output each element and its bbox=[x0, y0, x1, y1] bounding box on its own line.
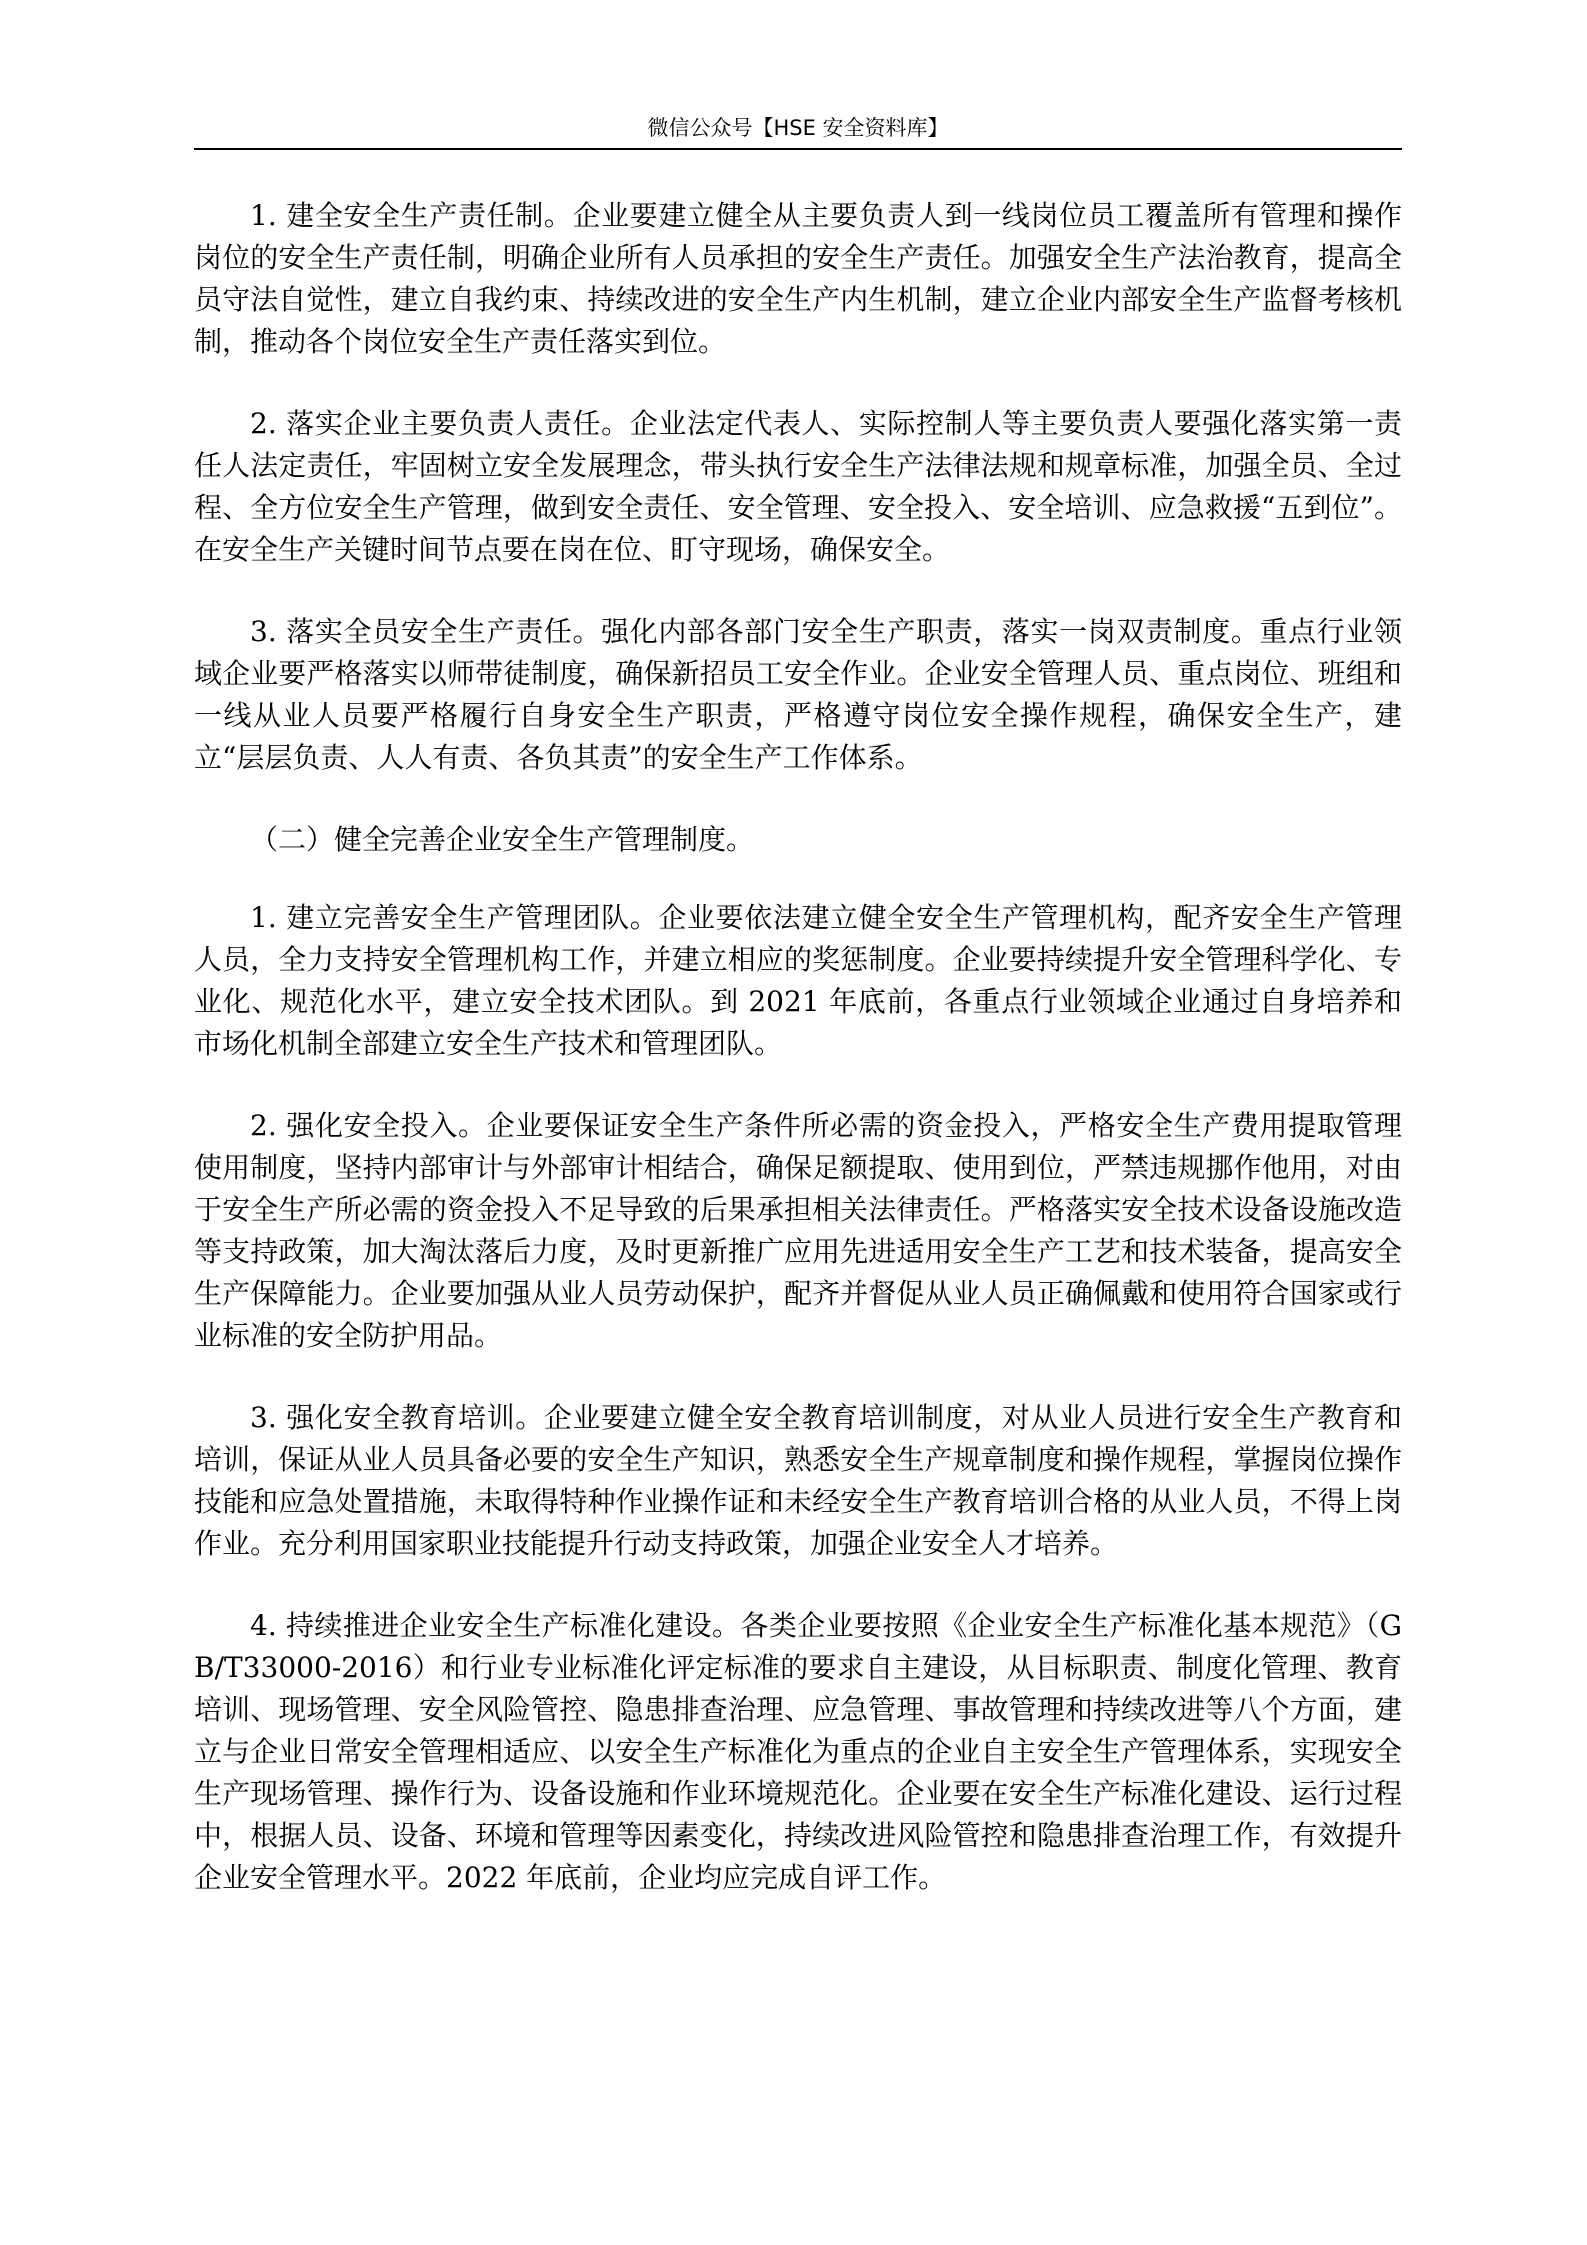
paragraph-3: 3. 落实全员安全生产责任。强化内部各部门安全生产职责，落实一岗双责制度。重点行业领域企业要严格落实以师带徒制度，确保新招员工安全作业。企业安全管理人员、重点岗位、班组和一线从业人员要严格履行自身安全生产职责，严格遵守岗位安全操作规程，确保安全生产，建立“层层负责、人人有责、各负其责”的安全生产工作体系。 bbox=[194, 615, 1402, 774]
header-divider bbox=[194, 148, 1402, 150]
paragraph-2: 2. 落实企业主要负责人责任。企业法定代表人、实际控制人等主要负责人要强化落实第一责任人法定责任，牢固树立安全发展理念，带头执行安全生产法律法规和规章标准，加强全员、全过程、全方位安全生产管理，做到安全责任、安全管理、安全投入、安全培训、应急救援“五到位”。在安全生产关键时间节点要在岗在位、盯守现场，确保安全。 bbox=[194, 407, 1402, 566]
page-header: 微信公众号【HSE 安全资料库】 bbox=[647, 116, 949, 140]
paragraph-1: 1. 建全安全生产责任制。企业要建立健全从主要负责人到一线岗位员工覆盖所有管理和操作岗位的安全生产责任制，明确企业所有人员承担的安全生产责任。加强安全生产法治教育，提高全员守法自觉性，建立自我约束、持续改进的安全生产内生机制，建立企业内部安全生产监督考核机制，推动各个岗位安全生产责任落实到位。 bbox=[194, 199, 1402, 358]
section-heading: （二）健全完善企业安全生产管理制度。 bbox=[250, 823, 755, 856]
paragraph-5: 2. 强化安全投入。企业要保证安全生产条件所必需的资金投入，严格安全生产费用提取管理使用制度，坚持内部审计与外部审计相结合，确保足额提取、使用到位，严禁违规挪作他用，对由于安全生产所必需的资金投入不足导致的后果承担相关法律责任。严格落实安全技术设备设施改造等支持政策，加大淘汰落后力度，及时更新推广应用先进适用安全生产工艺和技术装备，提高安全生产保障能力。企业要加强从业人员劳动保护，配齐并督促从业人员正确佩戴和使用符合国家或行业标准的安全防护用品。 bbox=[194, 1109, 1402, 1352]
paragraph-6: 3. 强化安全教育培训。企业要建立健全安全教育培训制度，对从业人员进行安全生产教育和培训，保证从业人员具备必要的安全生产知识，熟悉安全生产规章制度和操作规程，掌握岗位操作技能和应急处置措施，未取得特种作业操作证和未经安全生产教育培训合格的从业人员，不得上岗作业。充分利用国家职业技能提升行动支持政策，加强企业安全人才培养。 bbox=[194, 1401, 1402, 1560]
paragraph-4: 1. 建立完善安全生产管理团队。企业要依法建立健全安全生产管理机构，配齐安全生产管理人员，全力支持安全管理机构工作，并建立相应的奖惩制度。企业要持续提升安全管理科学化、专业化、规范化水平，建立安全技术团队。到 2021 年底前，各重点行业领域企业通过自身培养和市场化机制全部建立安全生产技术和管理团队。 bbox=[194, 901, 1402, 1060]
document-body bbox=[194, 195, 1402, 1939]
paragraph-7: 4. 持续推进企业安全生产标准化建设。各类企业要按照《企业安全生产标准化基本规范》（GB/T33000-2016）和行业专业标准化评定标准的要求自主建设，从目标职责、制度化管理、教育培训、现场管理、安全风险管控、隐患排查治理、应急管理、事故管理和持续改进等八个方面，建立与企业日常安全管理相适应、以安全生产标准化为重点的企业自主安全生产管理体系，实现安全生产现场管理、操作行为、设备设施和作业环境规范化。企业要在安全生产标准化建设、运行过程中，根据人员、设备、环境和管理等因素变化，持续改进风险管控和隐患排查治理工作，有效提升企业安全管理水平。2022 年底前，企业均应完成自评工作。 bbox=[194, 1609, 1402, 1894]
